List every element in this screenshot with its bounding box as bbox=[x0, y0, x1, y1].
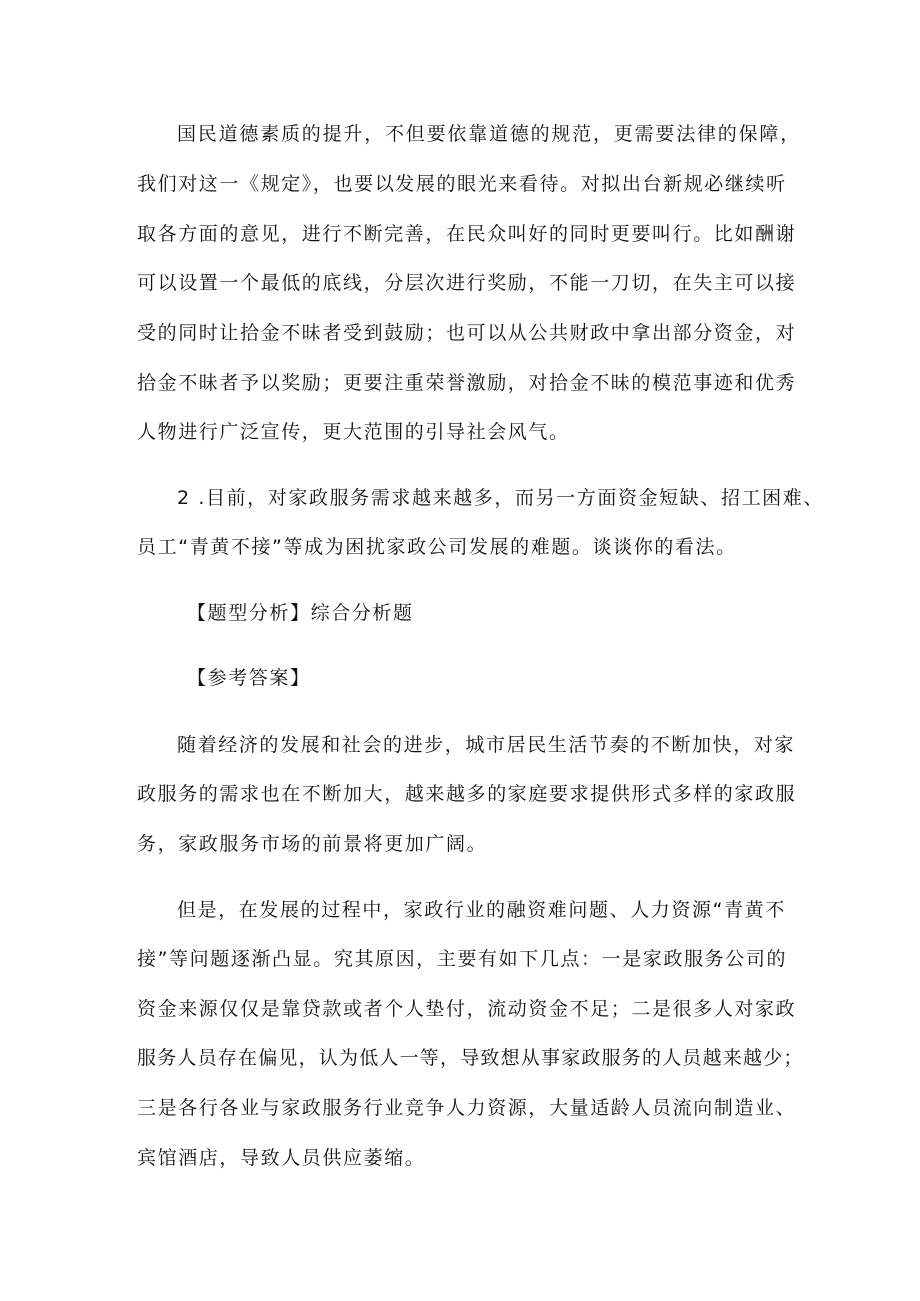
question-line: 员工“青黄不接”等成为困扰家政公司发展的难题。谈谈你的看法。 bbox=[137, 536, 737, 558]
paragraph-line: 随着经济的发展和社会的进步，城市居民生活节奏的不断加快，对家 bbox=[177, 734, 796, 756]
paragraph-line: 宾馆酒店，导致人员供应萎缩。 bbox=[137, 1147, 426, 1169]
reference-answer-heading: 【参考答案】 bbox=[187, 667, 311, 689]
paragraph-line: 可以设置一个最低的底线，分层次进行奖励，不能一刀切，在失主可以接 bbox=[137, 272, 797, 294]
paragraph-line: 服务人员存在偏见，认为低人一等，导致想从事家政服务的人员越来越少； bbox=[137, 1047, 804, 1069]
paragraph-line: 我们对这一《规定》，也要以发展的眼光来看待。对拟出台新规必继续听 bbox=[137, 173, 787, 195]
question-type-heading: 【题型分析】综合分析题 bbox=[187, 602, 414, 624]
paragraph-line: 拾金不昧者予以奖励；更要注重荣誉激励，对拾金不昧的模范事迹和优秀 bbox=[137, 372, 797, 394]
paragraph-line: 务，家政服务市场的前景将更加广阔。 bbox=[137, 833, 488, 855]
paragraph-line: 三是各行各业与家政服务行业竞争人力资源，大量适龄人员流向制造业、 bbox=[137, 1097, 797, 1119]
paragraph-line: 国民道德素质的提升，不但要依靠道德的规范，更需要法律的保障， bbox=[177, 123, 802, 145]
paragraph-line: 取各方面的意见，进行不断完善，在民众叫好的同时更要叫行。比如酬谢 bbox=[137, 223, 797, 245]
question-line: 2 .目前，对家政服务需求越来越多，而另一方面资金短缺、招工困难、 bbox=[177, 487, 824, 509]
paragraph-line: 人物进行广泛宣传，更大范围的引导社会风气。 bbox=[137, 421, 570, 443]
paragraph-line: 但是，在发展的过程中，家政行业的融资难问题、人力资源“青黄不 bbox=[177, 899, 786, 921]
paragraph-line: 受的同时让拾金不昧者受到鼓励；也可以从公共财政中拿出部分资金，对 bbox=[137, 322, 797, 344]
paragraph-line: 接”等问题逐渐凸显。究其原因，主要有如下几点：一是家政服务公司的 bbox=[137, 948, 788, 970]
paragraph-line: 资金来源仅仅是靠贷款或者个人垫付，流动资金不足；二是很多人对家政 bbox=[137, 998, 797, 1020]
paragraph-line: 政服务的需求也在不断加大，越来越多的家庭要求提供形式多样的家政服 bbox=[137, 783, 797, 805]
